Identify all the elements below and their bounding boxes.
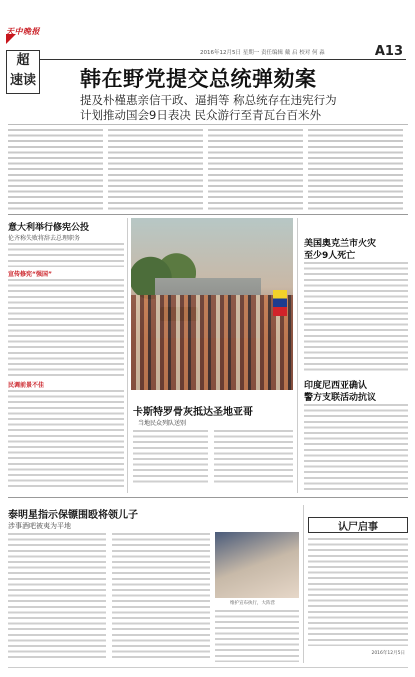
thai-star-photo (215, 532, 299, 598)
bottom-divider (8, 497, 408, 498)
italy-label-b: 民调前景不佳 (8, 382, 45, 389)
italy-body-3 (8, 390, 124, 490)
castro-ashes-photo (131, 218, 293, 390)
kicker-line-1: 超 (16, 53, 30, 68)
photo-caption-sub: 当地民众列队送别 (138, 420, 187, 427)
thai-star-photo-caption: 维护宣布执行，大阵营 (230, 601, 275, 606)
oakland-fire-body (304, 262, 408, 372)
lead-body-col-3 (208, 129, 303, 211)
italy-body-1 (8, 243, 124, 267)
newspaper-brand: 天中晚报 (6, 26, 40, 36)
thai-star-body-col-2 (112, 533, 210, 661)
footer-rule (8, 667, 408, 668)
notice-date: 2016年12月5日 (371, 651, 405, 656)
column-rule-left (127, 218, 128, 493)
indonesia-sub: 警方支联活动抗议 (304, 393, 377, 403)
indonesia-title: 印度尼西亚确认 (304, 381, 368, 391)
italy-referendum-sub: 伦齐称失败将辞去总理职务 (8, 235, 81, 242)
oakland-fire-sub: 至少9人死亡 (304, 251, 356, 261)
lead-subhead-1: 提及朴槿惠亲信干政、逼捐等 称总统存在违宪行为 (80, 93, 337, 107)
thai-star-title: 泰明星指示保镖围殴将领儿子 (8, 510, 138, 521)
lead-subhead-2: 计划推动国会9日表决 民众游行至青瓦台百米外 (80, 108, 321, 122)
thai-star-sub: 涉事酒吧被夷为平地 (8, 522, 71, 530)
section-divider (8, 214, 408, 215)
italy-referendum-title: 意大利举行修宪公投 (8, 223, 90, 233)
lead-divider (8, 124, 408, 125)
photo-caption-title: 卡斯特罗骨灰抵达圣地亚哥 (133, 407, 253, 418)
photo-caption-body-2 (214, 430, 293, 486)
lead-headline: 韩在野党提交总统弹劾案 (80, 66, 317, 91)
brand-accent-shape (6, 34, 16, 44)
italy-label-a: 宣传修宪“强国” (8, 271, 52, 278)
lead-body-col-2 (108, 129, 203, 211)
notice-body (308, 538, 408, 646)
thai-star-body-col-1 (8, 533, 106, 661)
thai-star-body-col-3 (215, 610, 299, 662)
notice-title: 认尸启事 (338, 522, 378, 533)
section-kicker-box (6, 50, 40, 94)
notice-title-box (308, 517, 408, 533)
oakland-fire-title: 美国奥克兰市火灾 (304, 239, 377, 249)
indonesia-body (304, 404, 408, 490)
lead-body-col-1 (8, 129, 103, 211)
photo-caption-body-1 (133, 430, 208, 486)
italy-body-2 (8, 279, 124, 377)
page-number: A13 (374, 44, 403, 59)
lead-body-col-4 (308, 129, 403, 211)
masthead-rule (40, 59, 406, 60)
kicker-line-2: 速读 (9, 73, 36, 88)
issue-date-line: 2016年12月5日 星期一 责任编辑 戴 启 校对 何 淼 (200, 50, 325, 56)
column-rule-bottom (303, 505, 304, 663)
column-rule-right (297, 218, 298, 493)
